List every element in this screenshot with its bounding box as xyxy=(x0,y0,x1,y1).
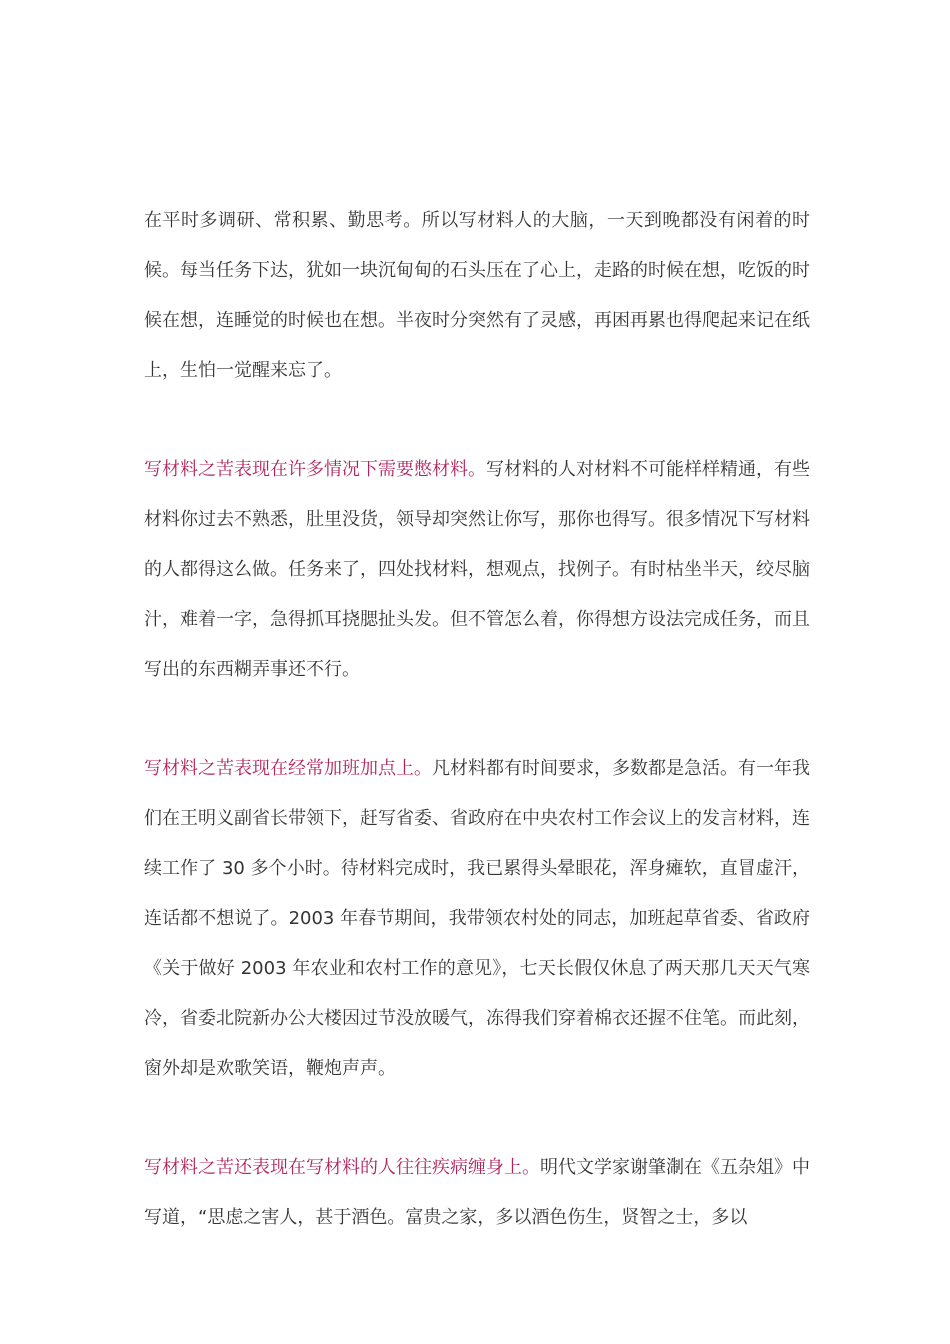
paragraph-4-lead: 写材料之苦还表现在写材料的人往往疾病缠身上。 xyxy=(144,1157,540,1178)
document-body xyxy=(144,196,810,1243)
paragraph-2-lead: 写材料之苦表现在许多情况下需要憋材料。 xyxy=(144,459,486,480)
paragraph-1-text: 在平时多调研、常积累、勤思考。所以写材料人的大脑，一天到晚都没有闲着的时候。每当任务下达，犹如一块沉甸甸的石头压在了心上，走路的时候在想，吃饭的时候在想，连睡觉的时候也在想。半夜时分突然有了灵感，再困再累也得爬起来记在纸上，生怕一觉醒来忘了。 xyxy=(144,210,810,381)
paragraph-4 xyxy=(144,1143,810,1243)
paragraph-1 xyxy=(144,196,810,396)
paragraph-3 xyxy=(144,744,810,1094)
paragraph-3-lead: 写材料之苦表现在经常加班加点上。 xyxy=(144,758,432,779)
paragraph-2-text: 写材料的人对材料不可能样样精通，有些材料你过去不熟悉，肚里没货，领导却突然让你写，那你也得写。很多情况下写材料的人都得这么做。任务来了，四处找材料，想观点，找例子。有时枯坐半天，绞尽脑汁，难着一字，急得抓耳挠腮扯头发。但不管怎么着，你得想方设法完成任务，而且写出的东西糊弄事还不行。 xyxy=(144,459,810,680)
paragraph-2 xyxy=(144,445,810,695)
paragraph-3-text: 凡材料都有时间要求，多数都是急活。有一年我们在王明义副省长带领下，赶写省委、省政府在中央农村工作会议上的发言材料，连续工作了 30 多个小时。待材料完成时，我已累得头晕眼花，浑身瘫软，直冒虚汗，连话都不想说了。2003 年春节期间，我带领农村处的同志，加班起草省委、省政府《关于做好 2003 年农业和农村工作的意见》，七天长假仅休息了两天那几天天气寒冷，省委北院新办公大楼因过节没放暖气，冻得我们穿着棉衣还握不住笔。而此刻，窗外却是欢歌笑语，鞭炮声声。 xyxy=(144,758,810,1079)
paragraph-4-text: 明代文学家谢肇淛在《五杂俎》中写道，“思虑之害人，甚于酒色。富贵之家，多以酒色伤生，贤智之士，多以 xyxy=(144,1157,810,1228)
